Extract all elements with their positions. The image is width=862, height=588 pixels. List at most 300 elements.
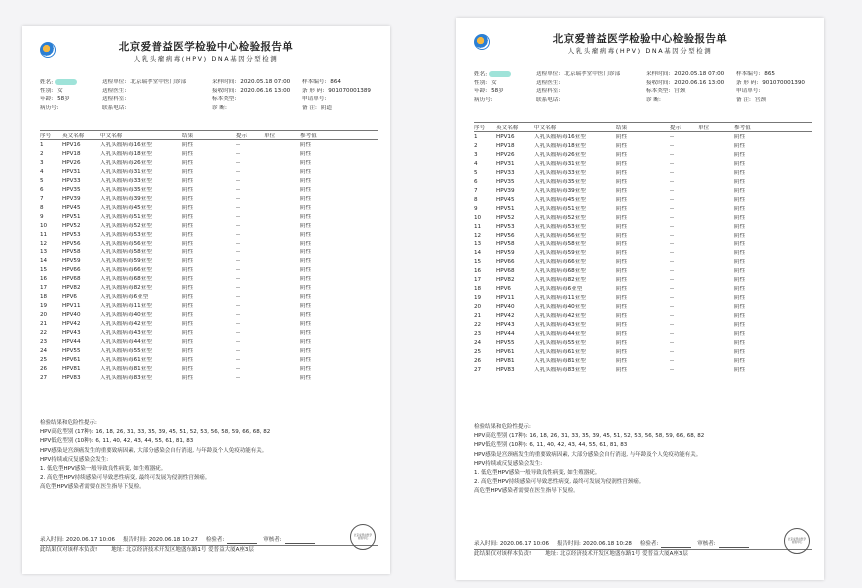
table-cell: 阴性 — [734, 268, 746, 275]
table-cell: 阴性 — [182, 320, 194, 327]
table-cell: 11 — [40, 231, 48, 238]
table-cell: 人乳头瘤病毒52亚型 — [100, 222, 152, 229]
info-cell — [736, 97, 812, 103]
table-cell: 22 — [474, 321, 482, 328]
table-cell: 16 — [474, 268, 482, 275]
info-row — [40, 78, 378, 87]
table-cell: HPV33 — [496, 169, 515, 176]
table-cell: 阴性 — [734, 161, 746, 167]
table-cell: HPV82 — [496, 277, 515, 284]
table-cell: 阴性 — [734, 312, 746, 319]
table-cell: 23 — [474, 330, 482, 337]
table-row — [40, 355, 378, 364]
table-cell: 27 — [474, 366, 482, 373]
table-row — [40, 257, 378, 266]
info-value: 2020.06.16 13:00 — [674, 79, 725, 86]
table-cell: 人乳头瘤病毒83亚型 — [100, 374, 152, 381]
patient-info — [474, 70, 812, 104]
table-cell: 9 — [474, 205, 478, 212]
table-cell: HPV52 — [62, 222, 81, 229]
table-cell: 人乳头瘤病毒82亚型 — [100, 285, 152, 292]
table-cell: 4 — [474, 161, 478, 167]
table-row — [40, 364, 378, 373]
report-footer — [40, 536, 378, 555]
table-cell: 人乳头瘤病毒39亚型 — [534, 187, 586, 194]
table-cell: 阴性 — [300, 294, 312, 301]
table-cell: 阴性 — [300, 204, 312, 211]
divider — [40, 139, 378, 140]
table-cell: 阴性 — [300, 249, 312, 256]
table-cell: 9 — [40, 213, 44, 220]
table-cell: HPV33 — [62, 177, 81, 184]
table-row — [474, 178, 812, 187]
table-cell: 人乳头瘤病毒53亚型 — [534, 223, 586, 230]
info-label: 病历号: — [474, 96, 493, 103]
table-cell: -- — [236, 285, 241, 292]
table-cell: -- — [670, 366, 675, 373]
table-row — [474, 312, 812, 321]
table-cell: -- — [236, 142, 241, 149]
table-cell: HPV53 — [496, 223, 515, 230]
table-row — [40, 159, 378, 168]
table-row — [474, 267, 812, 276]
note-line: 检验结果和危险性提示: — [40, 420, 97, 426]
table-cell: 阴性 — [616, 348, 628, 355]
table-cell: HPV26 — [62, 160, 81, 167]
table-row — [474, 133, 812, 142]
table-cell: 阴性 — [300, 240, 312, 247]
table-cell: 20 — [474, 304, 482, 310]
table-cell: 阴性 — [182, 231, 194, 238]
table-cell: -- — [236, 240, 241, 247]
table-cell: HPV11 — [496, 295, 515, 302]
table-cell: HPV16 — [496, 134, 515, 141]
table-cell: 阴性 — [616, 143, 628, 150]
info-value: 北京瑞孝堂中医门诊部 — [564, 71, 621, 78]
table-row — [474, 142, 812, 151]
report-footer — [474, 540, 812, 559]
table-cell: 阴性 — [616, 152, 628, 159]
enter-time-label: 录入时间: — [474, 541, 498, 548]
note-line: HPV持续或反复感染会发生: — [474, 460, 543, 467]
info-label: 条 形 码: — [736, 79, 759, 86]
table-cell: 阴性 — [734, 214, 746, 221]
column-header-no: 序号 — [40, 133, 52, 140]
table-cell: 人乳头瘤病毒68亚型 — [534, 268, 586, 275]
column-header-hint: 提示 — [670, 125, 682, 132]
table-cell: -- — [236, 177, 241, 184]
table-cell: 人乳头瘤病毒44亚型 — [534, 330, 586, 337]
table-cell: -- — [236, 329, 241, 336]
table-cell: 阴性 — [182, 169, 194, 175]
info-cell — [536, 80, 646, 86]
table-row — [474, 339, 812, 348]
table-cell: 人乳头瘤病毒42亚型 — [534, 312, 586, 319]
table-cell: HPV35 — [62, 186, 81, 193]
table-cell: 阴性 — [182, 329, 194, 336]
table-cell: 阴性 — [616, 178, 628, 185]
table-row — [40, 204, 378, 213]
table-cell: 阴性 — [182, 142, 194, 149]
report-time-label: 报告时间: — [556, 541, 581, 548]
info-value: 2020.06.16 13:00 — [240, 87, 291, 94]
table-cell: 阴性 — [616, 161, 628, 167]
table-cell: 阴性 — [734, 330, 746, 337]
table-cell: 人乳头瘤病毒31亚型 — [534, 161, 586, 167]
table-cell: 18 — [474, 286, 482, 293]
info-cell — [536, 71, 646, 77]
info-value: 58岁 — [57, 96, 70, 103]
table-cell: HPV45 — [496, 196, 515, 203]
column-header-cn: 中文名称 — [534, 125, 557, 132]
table-cell: HPV68 — [496, 268, 515, 275]
table-cell: 阴性 — [300, 213, 312, 220]
table-cell: 1 — [474, 134, 478, 141]
table-cell: 25 — [40, 356, 48, 363]
table-cell: -- — [670, 187, 675, 194]
report-subtitle: 人乳头瘤病毒(HPV) DNA基因分型检测 — [567, 47, 713, 55]
info-value: 2020.05.18 07:00 — [674, 71, 725, 78]
table-cell: 阴性 — [300, 374, 312, 381]
table-row — [40, 230, 378, 239]
table-cell: HPV51 — [62, 213, 81, 220]
table-cell: 阴性 — [734, 205, 746, 212]
table-row — [474, 303, 812, 312]
table-cell: 阴性 — [616, 250, 628, 257]
table-cell: -- — [236, 267, 241, 274]
table-cell: 阴性 — [734, 169, 746, 176]
info-cell — [536, 97, 646, 103]
info-value: 阴道 — [320, 104, 333, 111]
table-cell: 人乳头瘤病毒35亚型 — [534, 178, 586, 185]
table-cell: HPV52 — [496, 214, 515, 221]
table-cell: 2 — [474, 143, 478, 150]
table-cell: 阴性 — [734, 250, 746, 257]
table-cell: 14 — [40, 258, 48, 265]
footer-info — [40, 546, 378, 555]
info-cell — [102, 79, 212, 85]
auditor-signature — [719, 541, 749, 548]
info-label: 送检医生: — [536, 79, 561, 86]
table-cell: 人乳头瘤病毒18亚型 — [534, 143, 586, 150]
report-title: 北京爱普益医学检验中心检验报告单 — [118, 41, 294, 53]
table-cell: 阴性 — [300, 160, 312, 167]
table-cell: 阴性 — [300, 338, 312, 345]
table-cell: 人乳头瘤病毒56亚型 — [534, 232, 586, 239]
table-row — [474, 365, 812, 374]
table-cell: 23 — [40, 338, 48, 345]
table-row — [40, 248, 378, 257]
note-line: HPV感染是宫颈癌发生的重要致病因素, 大部分感染会自行消退, 与年龄及个人免疫功能有关。 — [474, 451, 702, 458]
table-cell: -- — [670, 277, 675, 284]
table-cell: -- — [670, 312, 675, 319]
lab-stamp: 北京爱普益医学检验中心 — [350, 524, 376, 550]
table-cell: 阴性 — [182, 160, 194, 167]
table-cell: -- — [236, 276, 241, 283]
table-cell: -- — [236, 222, 241, 229]
table-row — [40, 302, 378, 311]
table-row — [474, 169, 812, 178]
table-cell: 阴性 — [300, 356, 312, 363]
info-row — [40, 87, 378, 96]
table-cell: 阴性 — [616, 196, 628, 203]
table-cell: 19 — [474, 295, 482, 302]
table-cell: 人乳头瘤病毒43亚型 — [100, 329, 152, 336]
table-cell: 15 — [474, 259, 482, 266]
table-cell: 阴性 — [182, 338, 194, 345]
table-cell: 12 — [40, 240, 48, 247]
table-cell: -- — [670, 232, 675, 239]
table-cell: 阴性 — [182, 240, 194, 247]
table-cell: 阴性 — [182, 312, 194, 318]
info-value: 宫颈 — [754, 96, 767, 103]
table-cell: 18 — [40, 294, 48, 301]
info-cell — [474, 71, 536, 78]
table-cell: HPV68 — [62, 276, 81, 283]
table-cell: -- — [670, 223, 675, 230]
table-cell: 22 — [40, 329, 48, 336]
table-cell: HPV40 — [496, 304, 515, 310]
table-row — [40, 373, 378, 382]
table-cell: -- — [670, 295, 675, 302]
column-header-no: 序号 — [474, 125, 486, 132]
table-cell: -- — [670, 321, 675, 328]
table-row — [474, 347, 812, 356]
table-cell: 阴性 — [182, 204, 194, 211]
table-cell: HPV53 — [62, 231, 81, 238]
address: 地址: 北京经济技术开发区地盛东路1号 爱普益大厦A座3层 — [111, 547, 254, 554]
table-cell: 7 — [40, 195, 44, 202]
table-cell: HPV6 — [62, 294, 77, 301]
note-line: 高危型HPV感染者需要在医生指导下复检。 — [474, 488, 579, 495]
table-cell: HPV82 — [62, 285, 81, 292]
table-cell: 阴性 — [300, 329, 312, 336]
info-label: 诊 断: — [212, 104, 227, 111]
table-cell: 人乳头瘤病毒33亚型 — [100, 177, 152, 184]
table-cell: 阴性 — [300, 258, 312, 265]
info-row — [474, 70, 812, 79]
table-cell: 阴性 — [616, 214, 628, 221]
table-row — [474, 160, 812, 169]
info-label: 送检单位: — [102, 79, 127, 86]
auditor-label: 审核者: — [263, 537, 282, 544]
info-cell — [474, 80, 536, 86]
info-label: 联系电话: — [536, 96, 561, 103]
table-row — [40, 293, 378, 302]
table-cell: 19 — [40, 303, 48, 310]
table-cell: -- — [236, 204, 241, 211]
table-cell: HPV51 — [496, 205, 515, 212]
info-label: 采样时间: — [646, 71, 671, 78]
table-cell: 人乳头瘤病毒66亚型 — [534, 259, 586, 266]
info-label: 采样时间: — [212, 79, 237, 86]
table-cell: 阴性 — [182, 177, 194, 184]
info-label: 姓名: — [40, 79, 54, 86]
table-cell: HPV42 — [496, 312, 515, 319]
table-cell: 人乳头瘤病毒45亚型 — [534, 196, 586, 203]
table-row — [474, 249, 812, 258]
info-cell — [102, 105, 212, 111]
table-cell: 人乳头瘤病毒44亚型 — [100, 338, 152, 345]
divider — [474, 131, 812, 132]
divider — [40, 130, 378, 131]
note-line: 2. 高危型HPV持续感染可导致恶性病变, 最终可发展为侵润性宫颈癌。 — [474, 479, 645, 486]
info-label: 送检医生: — [102, 87, 127, 94]
table-cell: 人乳头瘤病毒40亚型 — [534, 304, 586, 310]
report-sheet-right — [456, 18, 824, 580]
table-row — [40, 320, 378, 329]
info-cell — [474, 97, 536, 103]
info-value: 864 — [330, 79, 341, 86]
table-cell: 人乳头瘤病毒55亚型 — [100, 347, 152, 354]
table-cell: -- — [670, 304, 675, 310]
table-cell: HPV59 — [62, 258, 81, 265]
table-cell: -- — [236, 374, 241, 381]
table-cell: HPV81 — [496, 357, 515, 364]
table-row — [40, 239, 378, 248]
table-cell: -- — [670, 214, 675, 221]
table-cell: 阴性 — [616, 259, 628, 266]
disclaimer: 此结果仅对该样本负责! — [474, 551, 532, 558]
table-cell: 阴性 — [734, 366, 746, 373]
table-row — [40, 195, 378, 204]
table-cell: 阴性 — [616, 241, 628, 248]
table-cell: 人乳头瘤病毒51亚型 — [100, 213, 152, 220]
checker-label: 检验者: — [639, 541, 659, 548]
info-value: 58岁 — [491, 88, 504, 95]
table-cell: 阴性 — [300, 169, 312, 175]
table-cell: 阴性 — [616, 134, 628, 141]
table-cell: 阴性 — [734, 152, 746, 159]
info-row — [474, 79, 812, 88]
table-cell: HPV44 — [62, 338, 81, 345]
table-cell: -- — [236, 365, 241, 372]
table-cell: -- — [236, 151, 241, 158]
table-cell: 人乳头瘤病毒35亚型 — [100, 186, 152, 193]
table-cell: 人乳头瘤病毒59亚型 — [534, 250, 586, 257]
table-cell: 11 — [474, 223, 482, 230]
info-cell — [40, 105, 102, 111]
table-cell: 阴性 — [616, 286, 628, 293]
table-cell: -- — [670, 178, 675, 185]
table-cell: 2 — [40, 151, 44, 158]
info-label: 标本类型: — [646, 88, 671, 95]
table-cell: 13 — [40, 249, 48, 256]
table-cell: -- — [670, 357, 675, 364]
note-line: HPV高危型别 (17种): 16, 18, 26, 31, 33, 35, 39, 45, 51, 52, 53, 56, 58, 59, 66, 68, 82 — [40, 429, 271, 436]
table-cell: -- — [236, 303, 241, 310]
table-cell: 6 — [474, 178, 478, 185]
column-header-unit: 单位 — [698, 125, 710, 132]
table-cell: 17 — [40, 285, 48, 292]
table-cell: HPV81 — [62, 365, 81, 372]
table-cell: 阴性 — [300, 276, 312, 283]
table-cell: HPV16 — [62, 142, 81, 149]
table-cell: -- — [670, 259, 675, 266]
table-cell: 12 — [474, 232, 482, 239]
info-cell — [302, 88, 378, 94]
table-cell: 人乳头瘤病毒81亚型 — [100, 365, 152, 372]
table-cell: 阴性 — [734, 295, 746, 302]
table-cell: 人乳头瘤病毒33亚型 — [534, 169, 586, 176]
info-value: 2020.05.18 07:00 — [240, 79, 291, 86]
table-cell: 阴性 — [616, 169, 628, 176]
column-header-res: 结果 — [616, 125, 628, 132]
table-row — [474, 213, 812, 222]
table-cell: 26 — [474, 357, 482, 364]
table-cell: HPV58 — [62, 249, 81, 256]
table-cell: -- — [236, 320, 241, 327]
info-label: 姓名: — [474, 71, 488, 78]
info-value: 宫颈 — [674, 88, 686, 95]
table-cell: HPV40 — [62, 312, 81, 318]
table-cell: 阴性 — [616, 312, 628, 319]
info-label: 年龄: — [474, 88, 488, 95]
info-value: 865 — [764, 71, 775, 78]
table-row — [40, 284, 378, 293]
table-cell: 阴性 — [616, 366, 628, 373]
table-cell: 24 — [474, 339, 482, 346]
disclaimer: 此结果仅对该样本负责! — [40, 547, 98, 554]
table-cell: 人乳头瘤病毒83亚型 — [534, 366, 586, 373]
results-table — [40, 132, 378, 382]
table-row — [474, 151, 812, 160]
table-cell: HPV61 — [62, 356, 81, 363]
table-cell: HPV56 — [62, 240, 81, 247]
table-cell: 人乳头瘤病毒11亚型 — [100, 303, 152, 310]
info-cell — [40, 88, 102, 94]
info-cell — [212, 96, 302, 102]
table-cell: 阴性 — [182, 347, 194, 354]
table-cell: 阴性 — [300, 195, 312, 202]
table-cell: HPV35 — [496, 178, 515, 185]
table-cell: 阴性 — [616, 187, 628, 194]
table-cell: 21 — [474, 312, 482, 319]
table-cell: 阴性 — [300, 303, 312, 310]
table-cell: -- — [236, 169, 241, 175]
column-header-ref: 参考值 — [300, 133, 317, 140]
table-cell: -- — [670, 330, 675, 337]
table-cell: 人乳头瘤病毒58亚型 — [100, 249, 152, 256]
table-cell: -- — [236, 338, 241, 345]
checker-signature — [661, 541, 691, 548]
table-cell: 人乳头瘤病毒40亚型 — [100, 312, 152, 318]
footer-times — [40, 536, 378, 545]
table-row — [40, 347, 378, 356]
table-row — [474, 356, 812, 365]
table-cell: 阴性 — [182, 276, 194, 283]
table-cell: 阴性 — [300, 186, 312, 193]
table-cell: 阴性 — [300, 231, 312, 238]
info-cell — [736, 80, 812, 86]
info-label: 样本编号: — [302, 79, 327, 86]
table-cell: 人乳头瘤病毒11亚型 — [534, 295, 586, 302]
table-cell: 阴性 — [300, 267, 312, 274]
info-cell — [40, 96, 102, 102]
info-label: 标本类型: — [212, 96, 237, 103]
table-cell: HPV42 — [62, 320, 81, 327]
table-cell: HPV83 — [496, 366, 515, 373]
table-cell: -- — [670, 348, 675, 355]
table-row — [40, 311, 378, 320]
info-label: 性别: — [474, 79, 488, 86]
enter-time: 2020.06.17 10:06 — [499, 541, 549, 548]
table-cell: 人乳头瘤病毒6亚型 — [100, 294, 149, 301]
table-cell: 8 — [474, 196, 478, 203]
table-cell: -- — [236, 294, 241, 301]
table-cell: -- — [236, 258, 241, 265]
info-label: 样本编号: — [736, 71, 761, 78]
